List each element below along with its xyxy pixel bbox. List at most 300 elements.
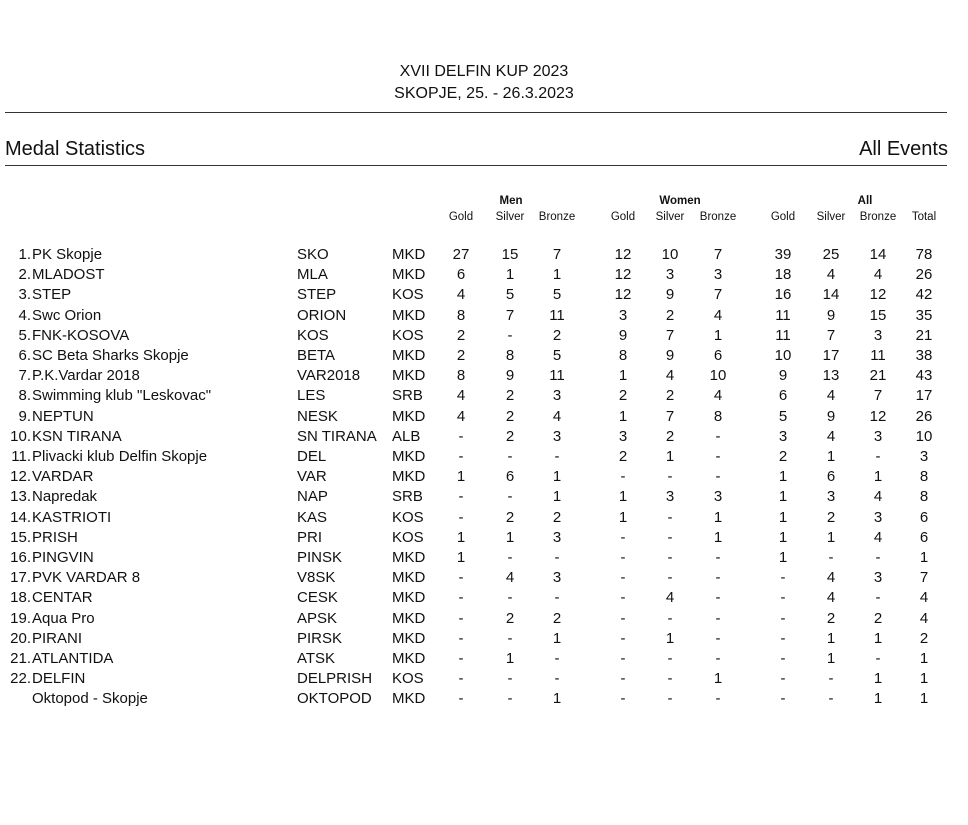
all-silver-cell: 1 bbox=[826, 448, 836, 465]
rank-cell: 13. bbox=[10, 488, 31, 506]
men-silver-cell: - bbox=[507, 326, 513, 344]
club-code-cell: V8SK bbox=[297, 569, 336, 587]
women-group-header: Women bbox=[659, 195, 701, 207]
men-bronze-cell: 11 bbox=[549, 306, 565, 324]
men-silver-cell: 15 bbox=[501, 246, 519, 263]
women-gold-cell: 2 bbox=[618, 387, 628, 405]
all-bronze-header: Bronze bbox=[859, 211, 897, 223]
women-silver-cell: 3 bbox=[665, 266, 675, 284]
rank-cell: 6. bbox=[18, 347, 31, 364]
men-silver-cell: - bbox=[507, 690, 513, 708]
men-silver-cell: 2 bbox=[505, 387, 515, 405]
table-row bbox=[0, 610, 968, 630]
men-bronze-cell: 1 bbox=[552, 690, 562, 708]
all-silver-cell: 2 bbox=[826, 508, 836, 526]
women-silver-cell: 2 bbox=[665, 306, 675, 324]
men-gold-cell: - bbox=[458, 488, 464, 506]
men-gold-cell: 1 bbox=[456, 468, 466, 486]
women-gold-cell: 1 bbox=[618, 488, 628, 506]
women-silver-cell: - bbox=[667, 528, 673, 546]
table-row bbox=[0, 589, 968, 609]
table-row bbox=[0, 327, 968, 347]
women-bronze-cell: - bbox=[715, 468, 721, 486]
women-silver-cell: 2 bbox=[665, 427, 675, 445]
women-silver-cell: - bbox=[667, 549, 673, 566]
all-total-cell: 1 bbox=[919, 549, 929, 566]
table-row bbox=[0, 246, 968, 266]
men-silver-cell: 6 bbox=[505, 468, 515, 486]
men-gold-cell: 2 bbox=[456, 326, 466, 344]
rank-cell: 15. bbox=[10, 528, 31, 546]
club-name-cell: FNK-KOSOVA bbox=[32, 326, 130, 344]
women-silver-cell: 1 bbox=[665, 448, 675, 465]
table-row bbox=[0, 387, 968, 407]
all-group-header: All bbox=[857, 195, 873, 207]
men-gold-cell: 4 bbox=[456, 407, 466, 425]
all-total-cell: 42 bbox=[915, 286, 933, 304]
rank-cell: 18. bbox=[10, 589, 31, 607]
women-bronze-cell: 1 bbox=[713, 326, 723, 344]
club-code-cell: MLA bbox=[297, 266, 328, 284]
all-silver-cell: 4 bbox=[826, 569, 836, 587]
women-bronze-cell: 1 bbox=[713, 670, 723, 688]
all-silver-cell: 4 bbox=[826, 266, 836, 284]
table-row bbox=[0, 509, 968, 529]
men-gold-cell: 1 bbox=[456, 528, 466, 546]
all-bronze-cell: 1 bbox=[873, 629, 883, 647]
men-silver-cell: 2 bbox=[505, 508, 515, 526]
all-silver-cell: 25 bbox=[822, 246, 840, 263]
club-name-cell: Aqua Pro bbox=[32, 609, 95, 627]
men-bronze-cell: 1 bbox=[552, 488, 562, 506]
women-gold-header: Gold bbox=[610, 211, 636, 223]
club-name-cell: Napredak bbox=[32, 488, 98, 506]
club-code-cell: NAP bbox=[297, 488, 328, 506]
women-bronze-cell: 1 bbox=[713, 528, 723, 546]
all-bronze-cell: 3 bbox=[873, 569, 883, 587]
club-name-cell: PRISH bbox=[32, 528, 78, 546]
club-code-cell: NESK bbox=[297, 407, 338, 425]
men-silver-cell: - bbox=[507, 488, 513, 506]
nation-cell: MKD bbox=[392, 609, 426, 627]
men-gold-cell: - bbox=[458, 609, 464, 627]
men-bronze-cell: 4 bbox=[552, 407, 562, 425]
men-bronze-cell: 7 bbox=[552, 246, 562, 263]
women-gold-cell: 3 bbox=[618, 306, 628, 324]
rank-cell: 12. bbox=[10, 468, 31, 486]
rank-cell: 1. bbox=[18, 246, 31, 263]
all-silver-cell: 1 bbox=[826, 629, 836, 647]
men-silver-cell: - bbox=[507, 629, 513, 647]
men-silver-cell: 1 bbox=[505, 650, 515, 667]
all-total-cell: 6 bbox=[919, 508, 929, 526]
all-total-cell: 4 bbox=[919, 609, 929, 627]
men-silver-cell: - bbox=[507, 670, 513, 688]
nation-cell: KOS bbox=[392, 508, 424, 526]
club-name-cell: NEPTUN bbox=[32, 407, 94, 425]
men-bronze-cell: 3 bbox=[552, 569, 562, 587]
men-gold-cell: - bbox=[458, 508, 464, 526]
all-silver-cell: 13 bbox=[822, 367, 840, 385]
women-gold-cell: - bbox=[620, 650, 626, 667]
all-total-cell: 26 bbox=[915, 407, 933, 425]
women-bronze-cell: 7 bbox=[713, 286, 723, 304]
table-row bbox=[0, 630, 968, 650]
women-bronze-cell: - bbox=[715, 569, 721, 587]
all-bronze-cell: - bbox=[875, 650, 881, 667]
women-bronze-cell: 4 bbox=[713, 387, 723, 405]
women-gold-cell: 9 bbox=[618, 326, 628, 344]
men-group-header: Men bbox=[499, 195, 523, 207]
men-silver-cell: 2 bbox=[505, 427, 515, 445]
all-gold-cell: 1 bbox=[778, 508, 788, 526]
women-silver-cell: 7 bbox=[665, 407, 675, 425]
header-divider bbox=[5, 112, 947, 113]
all-gold-cell: - bbox=[780, 650, 786, 667]
rank-cell: 21. bbox=[10, 650, 31, 667]
women-gold-cell: 1 bbox=[618, 367, 628, 385]
club-name-cell: PK Skopje bbox=[32, 246, 103, 263]
all-gold-cell: 10 bbox=[774, 347, 792, 364]
club-name-cell: ATLANTIDA bbox=[32, 650, 114, 667]
club-code-cell: KOS bbox=[297, 326, 329, 344]
women-gold-cell: - bbox=[620, 670, 626, 688]
nation-cell: MKD bbox=[392, 347, 426, 364]
nation-cell: MKD bbox=[392, 549, 426, 566]
women-gold-cell: 8 bbox=[618, 347, 628, 364]
club-code-cell: DELPRISH bbox=[297, 670, 373, 688]
men-bronze-cell: 3 bbox=[552, 427, 562, 445]
women-bronze-cell: 8 bbox=[713, 407, 723, 425]
all-silver-cell: 6 bbox=[826, 468, 836, 486]
women-gold-cell: - bbox=[620, 629, 626, 647]
table-row bbox=[0, 670, 968, 690]
club-code-cell: LES bbox=[297, 387, 326, 405]
rank-cell: 5. bbox=[18, 326, 31, 344]
club-code-cell: DEL bbox=[297, 448, 327, 465]
women-gold-cell: 3 bbox=[618, 427, 628, 445]
nation-cell: ALB bbox=[392, 427, 421, 445]
men-silver-header: Silver bbox=[495, 211, 525, 223]
men-bronze-cell: 1 bbox=[552, 266, 562, 284]
women-bronze-cell: - bbox=[715, 690, 721, 708]
club-code-cell: PRI bbox=[297, 528, 323, 546]
all-silver-cell: - bbox=[828, 549, 834, 566]
table-row bbox=[0, 448, 968, 468]
club-name-cell: SC Beta Sharks Skopje bbox=[32, 347, 189, 364]
women-gold-cell: - bbox=[620, 569, 626, 587]
club-code-cell: VAR2018 bbox=[297, 367, 361, 385]
club-name-cell: KASTRIOTI bbox=[32, 508, 112, 526]
club-code-cell: PINSK bbox=[297, 549, 343, 566]
section-divider bbox=[5, 165, 947, 166]
men-gold-cell: 27 bbox=[452, 246, 470, 263]
men-bronze-cell: 5 bbox=[552, 286, 562, 304]
all-silver-cell: 9 bbox=[826, 407, 836, 425]
nation-cell: KOS bbox=[392, 326, 424, 344]
nation-cell: KOS bbox=[392, 528, 424, 546]
men-gold-cell: 8 bbox=[456, 306, 466, 324]
rank-cell: 7. bbox=[18, 367, 31, 385]
all-total-cell: 3 bbox=[919, 448, 929, 465]
men-silver-cell: 2 bbox=[505, 609, 515, 627]
table-row bbox=[0, 488, 968, 508]
nation-cell: MKD bbox=[392, 569, 426, 587]
women-silver-cell: - bbox=[667, 609, 673, 627]
club-code-cell: CESK bbox=[297, 589, 338, 607]
women-silver-cell: 4 bbox=[665, 589, 675, 607]
women-gold-cell: - bbox=[620, 589, 626, 607]
all-bronze-cell: 2 bbox=[873, 609, 883, 627]
men-bronze-cell: 1 bbox=[552, 629, 562, 647]
nation-cell: MKD bbox=[392, 468, 426, 486]
all-bronze-cell: 21 bbox=[869, 367, 887, 385]
table-row bbox=[0, 529, 968, 549]
meet-title: XVII DELFIN KUP 2023 bbox=[399, 63, 569, 80]
table-row bbox=[0, 549, 968, 569]
men-bronze-cell: 2 bbox=[552, 609, 562, 627]
table-row bbox=[0, 307, 968, 327]
men-gold-cell: 4 bbox=[456, 387, 466, 405]
men-silver-cell: 1 bbox=[505, 528, 515, 546]
club-name-cell: DELFIN bbox=[32, 670, 86, 688]
all-total-cell: 1 bbox=[919, 650, 929, 667]
women-bronze-cell: - bbox=[715, 427, 721, 445]
women-silver-header: Silver bbox=[655, 211, 685, 223]
all-bronze-cell: 3 bbox=[873, 427, 883, 445]
women-gold-cell: - bbox=[620, 549, 626, 566]
men-gold-cell: 2 bbox=[456, 347, 466, 364]
men-gold-header: Gold bbox=[448, 211, 474, 223]
table-row bbox=[0, 347, 968, 367]
men-silver-cell: 8 bbox=[505, 347, 515, 364]
women-gold-cell: 1 bbox=[618, 407, 628, 425]
men-silver-cell: 5 bbox=[505, 286, 515, 304]
women-silver-cell: - bbox=[667, 468, 673, 486]
men-silver-cell: 7 bbox=[505, 306, 515, 324]
all-total-header: Total bbox=[911, 211, 937, 223]
rank-cell: 11. bbox=[11, 448, 31, 465]
women-silver-cell: 3 bbox=[665, 488, 675, 506]
nation-cell: KOS bbox=[392, 286, 424, 304]
club-name-cell: MLADOST bbox=[32, 266, 105, 284]
women-gold-cell: - bbox=[620, 528, 626, 546]
women-bronze-cell: 3 bbox=[713, 266, 723, 284]
all-gold-cell: 9 bbox=[778, 367, 788, 385]
women-silver-cell: 1 bbox=[665, 629, 675, 647]
all-gold-cell: 3 bbox=[778, 427, 788, 445]
all-silver-cell: 2 bbox=[826, 609, 836, 627]
all-gold-cell: 5 bbox=[778, 407, 788, 425]
men-gold-cell: 4 bbox=[456, 286, 466, 304]
men-gold-cell: - bbox=[458, 448, 464, 465]
club-code-cell: SN TIRANA bbox=[297, 427, 377, 445]
all-total-cell: 17 bbox=[915, 387, 933, 405]
club-code-cell: VAR bbox=[297, 468, 327, 486]
rank-cell: 20. bbox=[10, 629, 31, 647]
men-silver-cell: 9 bbox=[505, 367, 515, 385]
club-name-cell: KSN TIRANA bbox=[32, 427, 122, 445]
men-silver-cell: - bbox=[507, 549, 513, 566]
all-gold-cell: 39 bbox=[774, 246, 792, 263]
club-name-cell: PIRANI bbox=[32, 629, 83, 647]
men-silver-cell: 2 bbox=[505, 407, 515, 425]
all-gold-cell: 1 bbox=[778, 468, 788, 486]
all-total-cell: 8 bbox=[919, 488, 929, 506]
all-bronze-cell: 1 bbox=[873, 690, 883, 708]
all-gold-cell: 1 bbox=[778, 528, 788, 546]
men-gold-cell: - bbox=[458, 650, 464, 667]
table-row bbox=[0, 286, 968, 306]
men-bronze-cell: 5 bbox=[552, 347, 562, 364]
rank-cell: 9. bbox=[18, 407, 31, 425]
all-total-cell: 2 bbox=[919, 629, 929, 647]
all-total-cell: 26 bbox=[915, 266, 933, 284]
all-gold-cell: 11 bbox=[775, 306, 791, 324]
club-name-cell: Oktopod - Skopje bbox=[32, 690, 148, 708]
women-bronze-cell: 7 bbox=[713, 246, 723, 263]
all-total-cell: 38 bbox=[915, 347, 933, 364]
all-total-cell: 1 bbox=[919, 670, 929, 688]
nation-cell: SRB bbox=[392, 488, 423, 506]
women-silver-cell: - bbox=[667, 670, 673, 688]
all-gold-cell: - bbox=[780, 670, 786, 688]
table-row bbox=[0, 408, 968, 428]
all-silver-cell: 1 bbox=[826, 650, 836, 667]
club-code-cell: ATSK bbox=[297, 650, 336, 667]
men-bronze-cell: - bbox=[554, 589, 560, 607]
rank-cell: 19. bbox=[10, 609, 31, 627]
women-bronze-cell: - bbox=[715, 589, 721, 607]
men-gold-cell: 1 bbox=[456, 549, 466, 566]
women-bronze-cell: 1 bbox=[713, 508, 723, 526]
all-total-cell: 43 bbox=[915, 367, 933, 385]
women-bronze-header: Bronze bbox=[699, 211, 737, 223]
all-bronze-cell: 12 bbox=[869, 407, 887, 425]
section-scope: All Events bbox=[859, 138, 948, 160]
table-row bbox=[0, 468, 968, 488]
section-title: Medal Statistics bbox=[5, 138, 146, 160]
all-gold-cell: - bbox=[780, 569, 786, 587]
all-silver-cell: - bbox=[828, 670, 834, 688]
club-code-cell: PIRSK bbox=[297, 629, 343, 647]
all-total-cell: 1 bbox=[919, 690, 929, 708]
men-silver-cell: 1 bbox=[505, 266, 515, 284]
all-silver-cell: 14 bbox=[822, 286, 840, 304]
club-name-cell: VARDAR bbox=[32, 468, 94, 486]
women-bronze-cell: - bbox=[715, 650, 721, 667]
all-gold-cell: 16 bbox=[774, 286, 792, 304]
women-silver-cell: - bbox=[667, 569, 673, 587]
all-total-cell: 6 bbox=[919, 528, 929, 546]
nation-cell: SRB bbox=[392, 387, 423, 405]
women-bronze-cell: - bbox=[715, 549, 721, 566]
women-silver-cell: 7 bbox=[665, 326, 675, 344]
women-silver-cell: 4 bbox=[665, 367, 675, 385]
women-silver-cell: - bbox=[667, 650, 673, 667]
nation-cell: MKD bbox=[392, 650, 426, 667]
all-bronze-cell: - bbox=[875, 549, 881, 566]
all-silver-cell: 4 bbox=[826, 427, 836, 445]
rank-cell: 8. bbox=[18, 387, 31, 405]
table-row bbox=[0, 266, 968, 286]
women-silver-cell: 9 bbox=[665, 286, 675, 304]
men-gold-cell: - bbox=[458, 589, 464, 607]
all-gold-cell: 11 bbox=[775, 326, 791, 344]
all-total-cell: 4 bbox=[919, 589, 929, 607]
all-bronze-cell: 3 bbox=[873, 508, 883, 526]
club-name-cell: P.K.Vardar 2018 bbox=[32, 367, 140, 385]
club-code-cell: STEP bbox=[297, 286, 337, 304]
all-total-cell: 8 bbox=[919, 468, 929, 486]
club-code-cell: BETA bbox=[297, 347, 336, 364]
all-silver-cell: 1 bbox=[826, 528, 836, 546]
all-gold-header: Gold bbox=[770, 211, 796, 223]
club-name-cell: CENTAR bbox=[32, 589, 93, 607]
all-gold-cell: 18 bbox=[774, 266, 792, 284]
all-bronze-cell: 3 bbox=[873, 326, 883, 344]
women-gold-cell: - bbox=[620, 609, 626, 627]
women-gold-cell: 12 bbox=[614, 286, 632, 304]
all-gold-cell: 1 bbox=[778, 549, 788, 566]
men-bronze-cell: - bbox=[554, 670, 560, 688]
all-bronze-cell: 14 bbox=[869, 246, 887, 263]
all-silver-header: Silver bbox=[816, 211, 846, 223]
women-gold-cell: 2 bbox=[618, 448, 628, 465]
men-bronze-cell: - bbox=[554, 650, 560, 667]
rank-cell: 4. bbox=[18, 306, 31, 324]
all-bronze-cell: 7 bbox=[873, 387, 883, 405]
nation-cell: MKD bbox=[392, 690, 426, 708]
all-bronze-cell: - bbox=[875, 589, 881, 607]
rank-cell: 16. bbox=[10, 549, 31, 566]
men-bronze-cell: 2 bbox=[552, 326, 562, 344]
all-gold-cell: 1 bbox=[778, 488, 788, 506]
women-bronze-cell: 10 bbox=[709, 367, 727, 385]
all-gold-cell: - bbox=[780, 629, 786, 647]
women-gold-cell: - bbox=[620, 690, 626, 708]
club-name-cell: PVK VARDAR 8 bbox=[32, 569, 141, 587]
women-bronze-cell: - bbox=[715, 448, 721, 465]
men-bronze-header: Bronze bbox=[538, 211, 576, 223]
men-bronze-cell: 3 bbox=[552, 528, 562, 546]
men-gold-cell: - bbox=[458, 690, 464, 708]
all-bronze-cell: - bbox=[875, 448, 881, 465]
men-gold-cell: - bbox=[458, 629, 464, 647]
all-bronze-cell: 4 bbox=[873, 266, 883, 284]
club-code-cell: KAS bbox=[297, 508, 328, 526]
women-gold-cell: - bbox=[620, 468, 626, 486]
club-code-cell: OKTOPOD bbox=[297, 690, 372, 708]
table-row bbox=[0, 650, 968, 670]
nation-cell: MKD bbox=[392, 306, 426, 324]
nation-cell: MKD bbox=[392, 367, 426, 385]
men-silver-cell: - bbox=[507, 448, 513, 465]
club-name-cell: STEP bbox=[32, 286, 72, 304]
all-silver-cell: 4 bbox=[826, 387, 836, 405]
men-gold-cell: - bbox=[458, 670, 464, 688]
men-gold-cell: 6 bbox=[456, 266, 466, 284]
rank-cell: 22. bbox=[10, 670, 31, 688]
nation-cell: KOS bbox=[392, 670, 424, 688]
table-row bbox=[0, 569, 968, 589]
women-bronze-cell: - bbox=[715, 609, 721, 627]
all-total-cell: 78 bbox=[915, 246, 933, 263]
rank-cell: 3. bbox=[18, 286, 31, 304]
all-total-cell: 35 bbox=[915, 306, 933, 324]
all-gold-cell: - bbox=[780, 589, 786, 607]
nation-cell: MKD bbox=[392, 589, 426, 607]
